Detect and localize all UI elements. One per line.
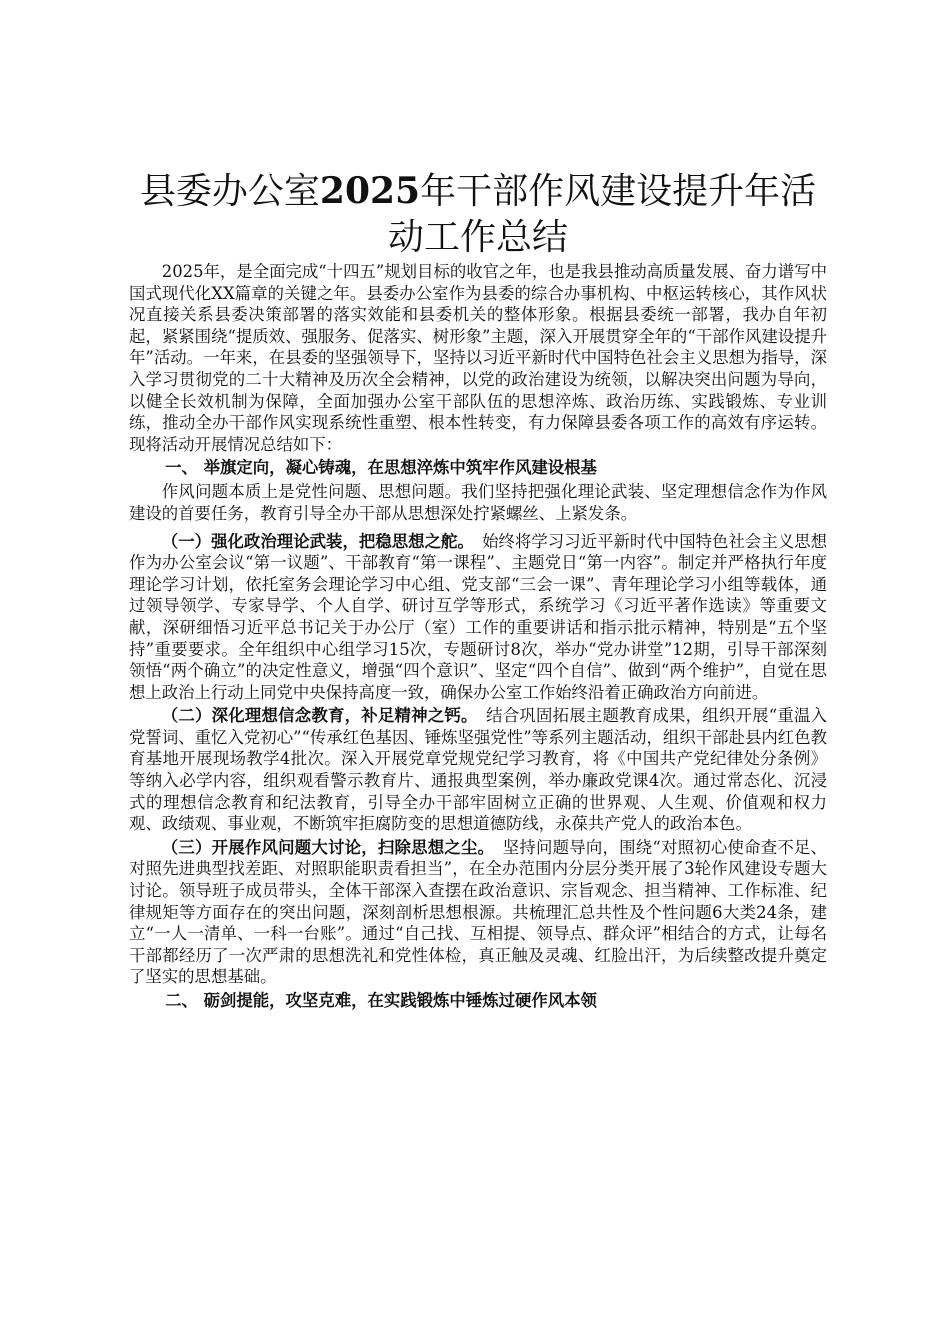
intro-paragraph: 2025年，是全面完成“十四五”规划目标的收官之年，也是我县推动高质量发展、奋力谱写中国式现代化XX篇章的关键之年。县委办公室作为县委的综合办事机构、中枢运转核心，其作风状况直接关系县委决策部署的落实效能和县委机关的整体形象。根据县委统一部署，我办自年初起，紧紧围绕“提质效、强服务、促落实、树形象”主题，深入开展贯穿全年的“干部作风建设提升年”活动。一年来，在县委的坚强领导下，坚持以习近平新时代中国特色社会主义思想为指导，深入学习贯彻党的二十大精神及历次全会精神，以党的政治建设为统领，以解决突出问题为导向，以健全长效机制为保障，全面加强办公室干部队伍的思想淬炼、政治历练、实践锻炼、专业训练，推动全办干部作风实现系统性重塑、根本性转变，有力保障县委各项工作的高效有序运转。现将活动开展情况总结如下： (129, 262, 827, 454)
item-3-body: 坚持问题导向，围绕“对照初心使命查不足、对照先进典型找差距、对照职能职责看担当”，在全办范围内分层分类开展了3轮作风建设专题大讨论。领导班子成员带头，全体干部深入查摆在政治意识、宗旨观念、担当精神、工作标准、纪律规矩等方面存在的突出问题，深刻剖析思想根源。共梳理汇总共性及个性问题6大类24条，建立“一人一清单、一科一台账”。通过“自己找、互相提、领导点、群众评”相结合的方式，让每名干部都经历了一次严肃的思想洗礼和党性体检，真正触及灵魂、红脸出汗，为后续整改提升奠定了坚实的思想基础。 (129, 837, 827, 987)
item-2-body: 结合巩固拓展主题教育成果，组织开展“重温入党誓词、重忆入党初心”“传承红色基因、锤炼坚强党性”等系列主题活动，组织干部赴县内红色教育基地开展现场教学4批次。深入开展党章党规党纪学习教育，将《中国共产党纪律处分条例》等纳入必学内容，组织观看警示教育片、通报典型案例，举办廉政党课4次。通过常态化、沉浸式的理想信念教育和纪法教育，引导全办干部牢固树立正确的世界观、人生观、价值观和权力观、政绩观、事业观，不断筑牢拒腐防变的思想道德防线，永葆共产党人的政治本色。 (129, 706, 827, 834)
item-1-paragraph (129, 531, 827, 704)
item-1-body: 始终将学习习近平新时代中国特色社会主义思想作为办公室会议“第一议题”、干部教育“第一课程”、主题党日“第一内容”。制定并严格执行年度理论学习计划，依托室务会理论学习中心组、党支部“三会一课”、青年理论学习小组等载体，通过领导领学、专家导学、个人自学、研讨互学等形式，系统学习《习近平著作选读》等重要文献，深研细悟习近平总书记关于办公厅（室）工作的重要讲话和指示批示精神，特别是“五个坚持”重要要求。全年组织中心组学习15次，专题研讨8次，举办“党办讲堂”12期，引导干部深刻领悟“两个确立”的决定性意义，增强“四个意识”、坚定“四个自信”、做到“两个维护”，自觉在思想上政治上行动上同党中央保持高度一致，确保办公室工作始终沿着正确政治方向前进。 (129, 531, 827, 702)
item-2-lead: （二）深化理想信念教育，补足精神之钙。 (161, 706, 470, 726)
title-suffix: 年干部作风建设提升年活动工作总结 (387, 171, 817, 258)
document-title (129, 168, 827, 261)
title-prefix: 县委办公室 (139, 171, 320, 212)
section-1-intro-paragraph: 作风问题本质上是党性问题、思想问题。我们坚持把强化理论武装、坚定理想信念作为作风建设的首要任务，教育引导全办干部从思想深处拧紧螺丝、上紧发条。 (129, 482, 827, 523)
item-1-lead: （一）强化政治理论武装，把稳思想之舵。 (161, 531, 466, 551)
item-3-paragraph (129, 837, 827, 988)
section-1-heading: 一、 举旗定向，凝心铸魂，在思想淬炼中筑牢作风建设根基 (165, 458, 597, 478)
item-2-paragraph (129, 705, 827, 835)
section-2-heading: 二、 砺剑提能，攻坚克难，在实践锻炼中锤炼过硬作风本领 (165, 991, 597, 1010)
item-3-lead: （三）开展作风问题大讨论，扫除思想之尘。 (161, 837, 487, 857)
document-page (129, 168, 827, 1012)
title-year: 2025 (319, 170, 421, 212)
